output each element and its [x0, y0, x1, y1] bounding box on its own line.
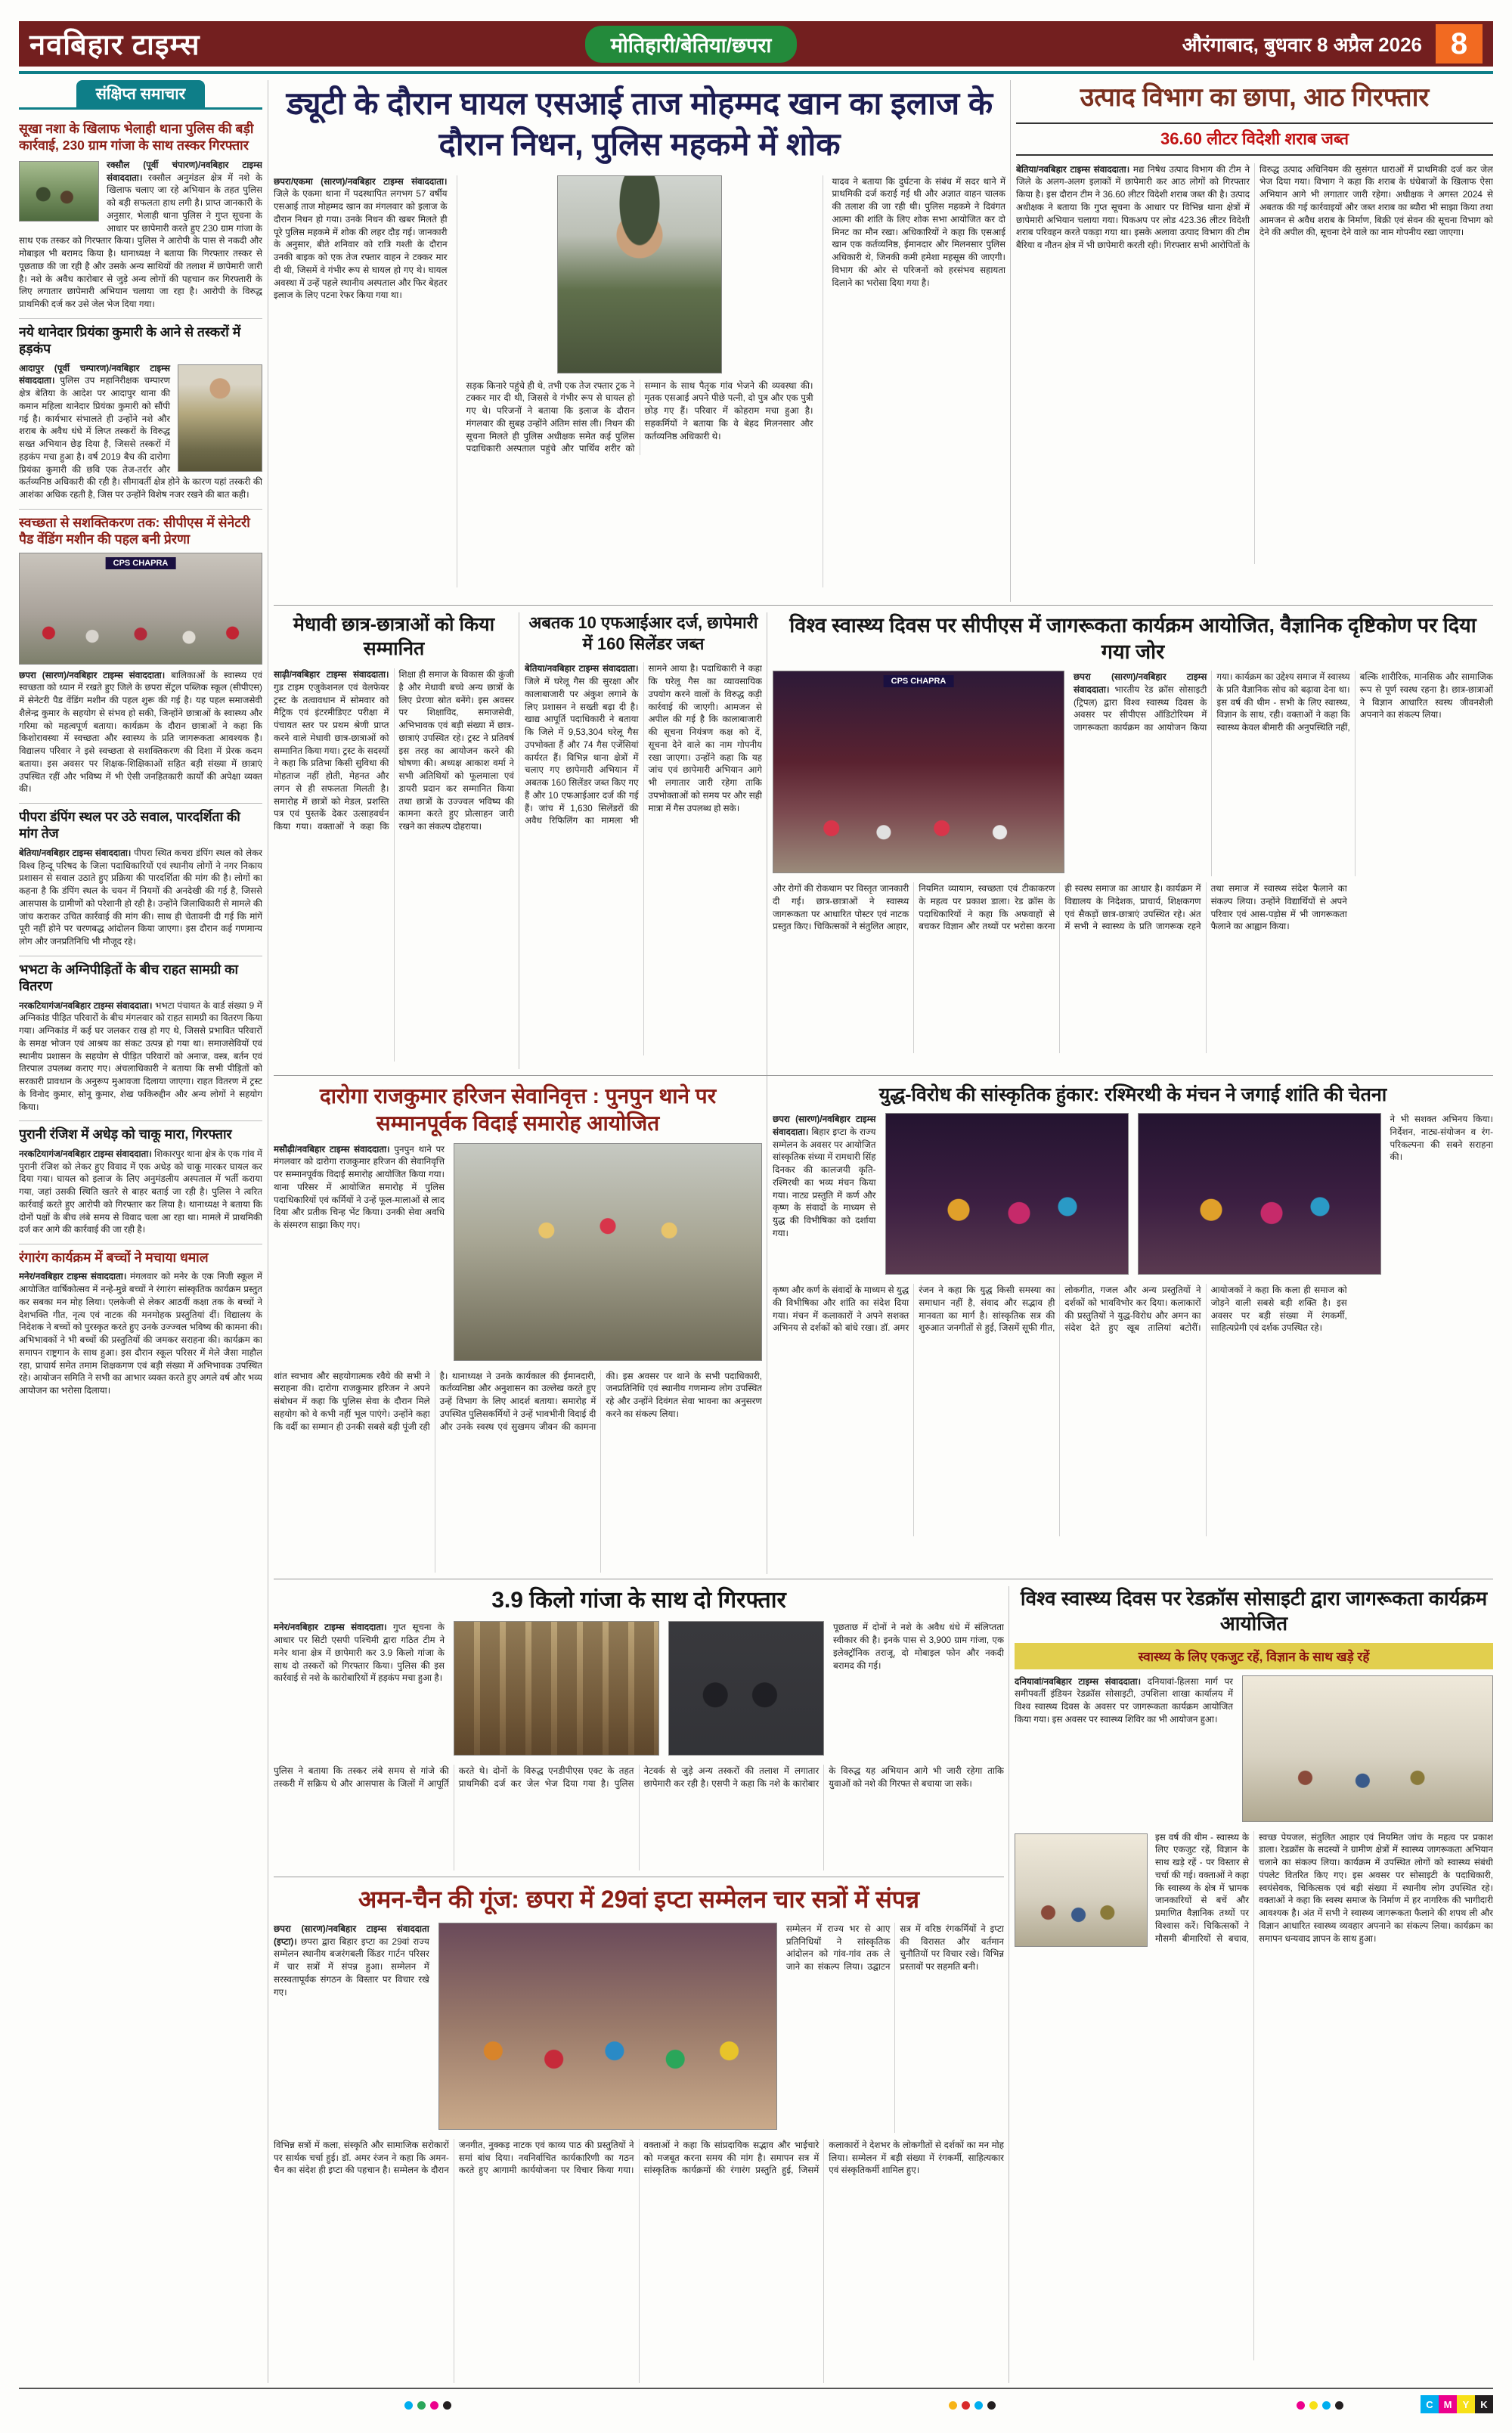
article-headline: सूखा नशा के खिलाफ भेलाही थाना पुलिस की बड़ी कार्रवाई, 230 ग्राम गांजा के साथ तस्कर गिरफ्तार — [19, 121, 254, 153]
photo-cps-school-group — [19, 553, 262, 665]
ipta-body-right: सम्मेलन में राज्य भर से आए प्रतिनिधियों ने सांस्कृतिक आंदोलन को गांव-गांव तक ले जाने का संकल्प लिया। उद्घाटन सत्र में वरिष्ठ रंगकर्मियों ने इप्टा की विरासत और वर्तमान चुनौतियों पर विचार रखे। विभिन्न प्रस्तावों पर सहमति बनी। — [785, 1923, 1004, 1973]
cmyk-c: C — [1421, 2395, 1439, 2413]
cps-health-story — [773, 612, 1493, 1069]
article-headline: रंगारंग कार्यक्रम में बच्चों ने मचाया धमाल — [19, 1250, 209, 1266]
excise-subhead: 36.60 लीटर विदेशी शराब जब्त — [1160, 129, 1349, 148]
photo-redcross-program — [1242, 1675, 1493, 1822]
article-body: छपरा (सारण)/नवबिहार टाइम्स संवाददाता। बालिकाओं के स्वास्थ्य एवं स्वच्छता को ध्यान में रखते हुए जिले के छपरा सेंट्रल पब्लिक स्कूल (सीपीएस) में सेनेटरी पैड वेंडिंग मशीन की पहल शुरू की गई है। यह पहल समाजसेवी शैलेन्द्र कुमार के सहयोग से संभव हो सकी, जिन्होंने छात्राओं के स्वास्थ्य और गरिमा को महत्वपूर्ण बताया। कार्यक्रम के दौरान छात्राओं ने कहा कि किशोरावस्था में स्वच्छता और स्वास्थ्य के प्रति जागरूकता आवश्यक है। विद्यालय परिवार ने इसे स्वच्छता से सशक्तिकरण की दिशा में प्रेरक कदम बताया। इस अवसर पर शिक्षक-शिक्षिकाओं सहित बड़ी संख्या में छात्राएं उपस्थित रहीं और भविष्य में भी ऐसी जनहितकारी कार्यों की अपेक्षा व्यक्त की। — [19, 669, 262, 795]
photo-seized-phones-scale — [668, 1621, 824, 1756]
merit-body: साढ़ी/नवबिहार टाइम्स संवाददाता। गुड टाइम एजुकेशनल एवं वेलफेयर ट्रस्ट के तत्वावधान में सोमवार को मैट्रिक एवं इंटरमीडिएट परीक्षा में पंचायत स्तर पर प्रथम श्रेणी प्राप्त करने वाले मेधावी छात्र-छात्राओं को सम्मानित किया गया। ट्रस्ट के सदस्यों ने कहा कि प्रतिभा किसी सुविधा की मोहताज नहीं होती, मेहनत और लगन से ही सफलता मिलती है। समारोह में छात्रों को मेडल, प्रशस्ति पत्र एवं पुस्तकें देकर उत्साहवर्धन किया गया। वक्ताओं ने कहा कि शिक्षा ही समाज के विकास की कुंजी है और मेधावी बच्चे अन्य छात्रों के लिए प्रेरणा स्रोत बनेंगे। इस अवसर पर शिक्षाविद, समाजसेवी, अभिभावक एवं बड़ी संख्या में छात्र-छात्राएं उपस्थित रहे। ट्रस्ट ने प्रतिवर्ष इस तरह का आयोजन करने की घोषणा की। अध्यक्ष आकाश वर्मा ने सभी अतिथियों को फूलमाला एवं डायरी प्रदान कर सम्मानित किया तथा छात्रों के उज्ज्वल भविष्य की कामना करते हुए प्रोत्साहन जारी रखने का संकल्प दोहराया। — [274, 669, 514, 832]
merit-story — [274, 612, 514, 1069]
masthead — [19, 21, 1493, 67]
brief-article-5 — [19, 956, 262, 1122]
article-body: मनेर/नवबिहार टाइम्स संवाददाता। मंगलवार को मनेर के एक निजी स्कूल में आयोजित वार्षिकोत्सव में नन्हे-मुन्ने बच्चों ने रंगारंग सांस्कृतिक कार्यक्रम प्रस्तुत कर सबका मन मोह लिया। एलकेजी से लेकर आठवीं कक्षा तक के बच्चों ने देशभक्ति गीत, नृत्य एवं नाटक की मनमोहक प्रस्तुतियां दीं। विद्यालय के निदेशक ने बच्चों को पुरस्कृत करते हुए उनके उज्ज्वल भविष्य की कामना की। अभिभावकों ने भी बच्चों की प्रस्तुतियों की जमकर सराहना की। कार्यक्रम का समापन राष्ट्रगान के साथ हुआ। इस दौरान स्कूल परिसर में मेले जैसा माहौल रहा, प्राचार्य समेत तमाम शिक्षकगण एवं बड़ी संख्या में अभिभावक उपस्थित रहे। आयोजन समिति ने सभी का आभार व्यक्त करते हुए अगले वर्ष और भव्य आयोजन का भरोसा दिलाया। — [19, 1271, 262, 1396]
brief-article-2 — [19, 319, 262, 510]
excise-body: बेतिया/नवबिहार टाइम्स संवाददाता। मद्य निषेध उत्पाद विभाग की टीम ने जिले के अलग-अलग इलाकों में छापेमारी कर आठ लोगों को गिरफ्तार किया है। इस दौरान टीम ने 36.60 लीटर विदेशी शराब जब्त की है। उत्पाद अधीक्षक ने बताया कि गुप्त सूचना के आधार पर विभिन्न थाना क्षेत्रों में छापेमारी अभियान चलाया गया। पिकअप पर लोड 423.36 लीटर विदेशी शराब परिवहन करते पकड़ा गया था। इसके अलावा उत्पाद विभाग की टीम बैरिया व नौतन क्षेत्र में भी छापेमारी करती रही। गिरफ्तार सभी आरोपितों के विरुद्ध उत्पाद अधिनियम की सुसंगत धाराओं में प्राथमिकी दर्ज कर जेल भेज दिया गया। विभाग ने कहा कि शराब के धंधेबाजों के खिलाफ ऐसा अभियान आगे भी लगातार जारी रहेगा। अधीक्षक ने अगस्त 2024 से अबतक की गई कार्रवाइयों और जब्त शराब का ब्यौरा भी साझा किया तथा आमजन से अवैध शराब के निर्माण, बिक्री एवं सेवन की सूचना विभाग को देने की अपील की, सूचना देने वाले का नाम गोपनीय रखा जाएगा। — [1016, 163, 1493, 251]
registration-dots-left — [404, 2401, 451, 2410]
redcross-story — [1015, 1586, 1493, 2383]
page-footer — [19, 2388, 1493, 2427]
article-headline: पुरानी रंजिश में अधेड़ को चाकू मारा, गिरफ्तार — [19, 1127, 232, 1142]
cps-health-body-bottom: और रोगों की रोकथाम पर विस्तृत जानकारी दी गई। छात्र-छात्राओं ने स्वास्थ्य जागरूकता पर आधारित पोस्टर एवं नाटक प्रस्तुत किए। चिकित्सकों ने संतुलित आहार, नियमित व्यायाम, स्वच्छता एवं टीकाकरण के महत्व पर प्रकाश डाला। रेड क्रॉस के पदाधिकारियों ने कहा कि अफवाहों से बचकर विज्ञान और तथ्यों पर भरोसा करना ही स्वस्थ समाज का आधार है। कार्यक्रम में विद्यालय के निदेशक, प्राचार्य, शिक्षकगण एवं सैकड़ों छात्र-छात्राएं उपस्थित रहे। अंत में सभी ने स्वास्थ्य के प्रति जागरूक रहने तथा समाज में स्वास्थ्य संदेश फैलाने का संकल्प लिया। उन्होंने विद्यार्थियों से अपने परिवार एवं आस-पड़ोस में भी जागरूकता फैलाने का आह्वान किया। — [773, 883, 1347, 932]
redcross-body-rest: इस वर्ष की थीम - स्वास्थ्य के लिए एकजुट रहें, विज्ञान के साथ खड़े रहें - पर विस्तार से चर्चा की गई। वक्ताओं ने कहा कि स्वास्थ्य के क्षेत्र में भ्रामक जानकारियों से बचें और प्रमाणित वैज्ञानिक तथ्यों पर विश्वास करें। चिकित्सकों ने मौसमी बीमारियों से बचाव, स्वच्छ पेयजल, संतुलित आहार एवं नियमित जांच के महत्व पर प्रकाश डाला। रेडक्रॉस के सदस्यों ने ग्रामीण क्षेत्रों में स्वास्थ्य जागरूकता अभियान चलाने का संकल्प लिया। कार्यक्रम में उपस्थित लोगों को स्वास्थ्य संबंधी पंपलेट वितरित किए गए। इस अवसर पर सोसाइटी के पदाधिकारी, स्वयंसेवक, चिकित्सक एवं बड़ी संख्या में स्थानीय लोग उपस्थित रहे। वक्ताओं ने कहा कि स्वस्थ समाज के निर्माण में हर नागरिक की भागीदारी आवश्यक है। अंत में सभी ने स्वास्थ्य जागरूकता फैलाने की शपथ ली और विज्ञान आधारित स्वास्थ्य व्यवहार अपनाने का संकल्प लिया। कार्यक्रम का समापन धन्यवाद ज्ञापन के साथ हुआ। — [1015, 1831, 1493, 2360]
fir-story — [525, 612, 762, 1069]
excise-headline: उत्पाद विभाग का छापा, आठ गिरफ्तार — [1080, 83, 1430, 112]
cps-health-headline: विश्व स्वास्थ्य दिवस पर सीपीएस में जागरूकता कार्यक्रम आयोजित, वैज्ञानिक दृष्टिकोण पर दिया गया जोर — [789, 614, 1476, 663]
fir-body: बेतिया/नवबिहार टाइम्स संवाददाता। जिले में घरेलू गैस की सुरक्षा और कालाबाजारी पर अंकुश लगाने के लिए प्रशासन ने सख्ती बढ़ा दी है। खाद्य आपूर्ति पदाधिकारी ने बताया कि जिले में 9,53,304 घरेलू गैस उपभोक्ता हैं और 74 गैस एजेंसियां कार्यरत हैं। विभिन्न थाना क्षेत्रों में चलाए गए छापेमारी अभियान में अबतक 160 सिलेंडर जब्त किए गए हैं और 10 एफआईआर दर्ज की गई हैं। जांच में 1,630 सिलेंडरों की अवैध रिफिलिंग का मामला भी सामने आया है। पदाधिकारी ने कहा कि घरेलू गैस का व्यावसायिक उपयोग करने वालों के विरुद्ध कड़ी कार्रवाई की जाएगी। आमजन से अपील की गई है कि कालाबाजारी की सूचना नियंत्रण कक्ष को दें, सूचना देने वाले का नाम गोपनीय रखा जाएगा। उन्होंने कहा कि यह जांच एवं छापेमारी अभियान आगे भी लगातार जारी रहेगा ताकि उपभोक्ताओं को समय पर और सही मात्रा में गैस उपलब्ध हो सके। — [525, 663, 762, 826]
article-headline: भभटा के अग्निपीड़ितों के बीच राहत सामग्री का वितरण — [19, 961, 239, 994]
photo-si-taj-mohammad-khan — [557, 175, 722, 373]
lead-body-col-2: सड़क किनारे पहुंचे ही थे, तभी एक तेज रफ्तार ट्रक ने टक्कर मार दी थी, जिससे वे गंभीर रूप से घायल हो गए थे। परिजनों ने बताया कि इलाज के दौरान मंगलवार की सुबह उन्होंने अंतिम सांस ली। निधन की सूचना मिलते ही पुलिस अधीक्षक समेत कई पुलिस पदाधिकारी अस्पताल पहुंचे और पार्थिव शरीर को सम्मान के साथ पैतृक गांव भेजने की व्यवस्था की। मृतक एसआई अपने पीछे पत्नी, दो पुत्र और एक पुत्री छोड़ गए हैं। परिवार में कोहराम मचा हुआ है। सहकर्मियों ने बताया कि वे बेहद मिलनसार और कर्तव्यनिष्ठ अधिकारी थे। — [466, 380, 813, 454]
photo-stage-performance-1 — [885, 1113, 1129, 1275]
lead-body-col-3: यादव ने बताया कि दुर्घटना के संबंध में सदर थाने में प्राथमिकी दर्ज कराई गई थी और अज्ञात वाहन चालक की तलाश की जा रही थी। पुलिस महकमे ने दिवंगत आत्मा की शांति के लिए शोक सभा आयोजित कर दो मिनट का मौन रखा। अधिकारियों ने कहा कि एसआई खान एक कर्तव्यनिष्ठ, ईमानदार और मिलनसार पुलिस अधिकारी थे, जिनकी कमी हमेशा महसूस की जाएगी। विभाग की ओर से परिजनों को हरसंभव सहायता दिलाने का भरोसा दिया गया है। — [823, 175, 1006, 587]
rashmirathi-story — [773, 1083, 1493, 1573]
farewell-story — [274, 1083, 762, 1573]
brief-article-1 — [19, 116, 262, 319]
rashmirathi-body-bottom: कृष्ण और कर्ण के संवादों के माध्यम से युद्ध की विभीषिका और शांति का संदेश दिया गया। मंचन में कलाकारों ने अपने सशक्त अभिनय से दर्शकों को बांधे रखा। डॉ. अमर रंजन ने कहा कि युद्ध किसी समस्या का समाधान नहीं है, संवाद और सद्भाव ही मानवता का मार्ग है। सांस्कृतिक सत्र की शुरुआत जनगीतों से हुई, जिसमें सूफी गीत, लोकगीत, गजल और अन्य प्रस्तुतियों ने दर्शकों को भावविभोर कर दिया। कलाकारों की प्रस्तुतियों ने युद्ध-विरोध और अमन का संदेश देते हुए खूब तालियां बटोरीं। आयोजकों ने कहा कि कला ही समाज को जोड़ने वाली सबसे बड़ी शक्ति है। इस अवसर पर बड़ी संख्या में रंगकर्मी, साहित्यप्रेमी एवं दर्शक उपस्थित रहे। — [773, 1285, 1347, 1334]
photo-seized-ganja — [454, 1621, 659, 1756]
article-body: नरकटियागंज/नवबिहार टाइम्स संवाददाता। भभटा पंचायत के वार्ड संख्या 9 में अग्निकांड पीड़ित परिवारों के बीच मंगलवार को राहत सामग्री का वितरण किया गया। अग्निकांड में कई घर जलकर राख हो गए थे, जिससे प्रभावित परिवारों के समक्ष भोजन एवं आश्रय का संकट उत्पन्न हो गया था। समाजसेवियों एवं स्थानीय प्रशासन के सहयोग से पीड़ित परिवारों को अनाज, वस्त्र, बर्तन एवं तिरपाल उपलब्ध कराए गए। अंचलाधिकारी ने बताया कि सभी पीड़ितों को सरकारी प्रावधान के अनुरूप मुआवजा दिलाया जाएगा। राहत वितरण में ट्रस्ट के विनोद कुमार, सोनू कुमार, शेख फकिरुद्दीन और अन्य लोगों ने सहयोग किया। — [19, 1000, 262, 1112]
photo-cps-auditorium-stage — [773, 671, 1064, 873]
photo-banner-text: CPS CHAPRA — [884, 675, 954, 687]
article-headline: पीपरा डंपिंग स्थल पर उठे सवाल, पारदर्शिता की मांग तेज — [19, 809, 240, 841]
merit-headline: मेधावी छात्र-छात्राओं को किया सम्मानित — [293, 614, 495, 659]
farewell-body-side: मसौढ़ी/नवबिहार टाइम्स संवाददाता। पुनपुन थाने पर मंगलवार को दारोगा राजकुमार हरिजन की सेवानिवृत्ति पर सम्मानपूर्वक विदाई समारोह आयोजित किया गया। थाना परिसर में आयोजित समारोह में पुलिस पदाधिकारियों एवं कर्मियों ने उन्हें फूल-मालाओं से लाद दिया और प्रतीक चिन्ह भेंट किया। उनकी सेवा अवधि के संस्मरण साझा किए गए। — [274, 1143, 445, 1231]
fir-headline: अबतक 10 एफआईआर दर्ज, छापेमारी में 160 सिलेंडर जब्त — [528, 613, 758, 654]
ganja-body-right: पूछताछ में दोनों ने नशे के अवैध धंधे में संलिप्तता स्वीकार की है। इनके पास से 3,900 ग्राम गांजा, एक इलेक्ट्रॉनिक तराजू, दो मोबाइल फोन और नकदी बरामद की गई। — [833, 1622, 1004, 1671]
ipta-body-left: छपरा (सारण)/नवबिहार टाइम्स संवाददाता (इप्टा)। छपरा द्वारा बिहार इप्टा का 29वां राज्य सम्मेलन स्थानीय बजरंगबली किंडर गार्टन परिसर में चार सत्रों में संपन्न हुआ। सम्मेलन में सरस्वतापूर्वक संगठन के विस्तार पर विचार रखे गए। — [274, 1923, 429, 1998]
ganja-headline: 3.9 किलो गांजा के साथ दो गिरफ्तार — [491, 1588, 786, 1613]
photo-banner-text: CPS CHAPRA — [106, 557, 176, 569]
cmyk-m: M — [1439, 2395, 1457, 2413]
brief-news-title: संक्षिप्त समाचार — [76, 80, 206, 107]
rashmirathi-headline: युद्ध-विरोध की सांस्कृतिक हुंकार: रश्मिरथी के मंचन ने जगाई शांति की चेतना — [878, 1084, 1387, 1105]
photo-ipta-convention — [438, 1923, 777, 2130]
date-line: औरंगाबाद, बुधवार 8 अप्रैल 2026 — [1182, 33, 1422, 56]
excise-story — [1016, 80, 1493, 602]
cmyk-print-marks — [1421, 2395, 1493, 2413]
masthead-rule — [19, 71, 1493, 74]
photo-stage-performance-2 — [1138, 1113, 1381, 1275]
ipta-story — [274, 1884, 1004, 2383]
brief-article-6 — [19, 1121, 262, 1244]
redcross-body-top: दनियावां/नवबिहार टाइम्स संवाददाता। दनियावां-हिलसा मार्ग पर समीपवर्ती इंडियन रेडक्रॉस सोसाइटी, उपशिला शाखा कार्यालय में विश्व स्वास्थ्य दिवस के अवसर पर जागरूकता कार्यक्रम आयोजित किया गया। इस अवसर पर स्वास्थ्य शिविर का भी आयोजन हुआ। — [1015, 1675, 1233, 1725]
rashmirathi-body-intro: छपरा (सारण)/नवबिहार टाइम्स संवाददाता। बिहार इप्टा के राज्य सम्मेलन के अवसर पर आयोजित सांस्कृतिक संध्या में रामधारी सिंह दिनकर की कालजयी कृति-रश्मिरथी का भव्य मंचन किया गया। नाट्य प्रस्तुति में कर्ण और कृष्ण के संवादों के माध्यम से युद्ध की विभीषिका को दर्शाया गया। — [773, 1114, 876, 1238]
article-body: आदापुर (पूर्वी चम्पारण)/नवबिहार टाइम्स संवाददाता। पुलिस उप महानिरीक्षक चम्पारण क्षेत्र बेतिया के आदेश पर आदापुर थाना की कमान महिला थानेदार प्रियंका कुमारी को सौंपी गई है। कार्यभार संभालते ही उन्होंने नशे और शराब के अवैध धंधे में लिप्त तस्करों के विरुद्ध सख्त अभियान छेड़ दिया है, जिससे तस्करों में हड़कंप मचा हुआ है। वर्ष 2019 बैच की दारोगा प्रियंका कुमारी की छवि एक तेज-तर्रार और कर्तव्यनिष्ठ अधिकारी की रही है। सीमावर्ती क्षेत्र होने के कारण यहां तस्करी की आशंका अधिक रहती है, जिस पर उन्होंने विशेष नजर रखने की बात कही। — [19, 362, 262, 501]
farewell-headline: दारोगा राजकुमार हरिजन सेवानिवृत्त : पुनपुन थाने पर सम्मानपूर्वक विदाई समारोह आयोजित — [319, 1084, 717, 1135]
paper-name: नवबिहार टाइम्स — [29, 29, 200, 61]
edition-badge: मोतिहारी/बेतिया/छपरा — [585, 26, 798, 63]
lead-body-col-1: छपरा/एकमा (सारण)/नवबिहार टाइम्स संवाददाता। जिले के एकमा थाना में पदस्थापित लगभग 57 वर्षीय एसआई ताज मोहम्मद खान का मंगलवार को इलाज के दौरान निधन हो गया। उनके निधन की खबर मिलते ही पूरे पुलिस महकमे में शोक की लहर दौड़ गई। जानकारी के अनुसार, बीते शनिवार को रात्रि गश्ती के दौरान उनकी बाइक को एक तेज रफ्तार वाहन ने टक्कर मार दी थी, जिसमें वे गंभीर रूप से घायल हो गए थे। घायल अवस्था में उन्हें पहले स्थानीय अस्पताल और फिर बेहतर इलाज के लिए पटना रेफर किया गया था। — [274, 175, 448, 301]
article-body: रक्सौल (पूर्वी चंपारण)/नवबिहार टाइम्स संवाददाता। रक्सौल अनुमंडल क्षेत्र में नशे के खिलाफ चलाए जा रहे अभियान के तहत पुलिस को बड़ी सफलता हाथ लगी है। प्राप्त जानकारी के अनुसार, भेलाही थाना पुलिस ने गुप्त सूचना के आधार पर छापेमारी करते हुए 230 ग्राम गांजा के साथ एक तस्कर को गिरफ्तार किया। पुलिस ने आरोपी के पास से नकदी और मोबाइल भी बरामद किया है। थानाध्यक्ष ने बताया कि गिरफ्तार तस्कर से पूछताछ की जा रही है और उसके अन्य साथियों की तलाश में छापेमारी जारी है। नशे के अवैध कारोबार से जुड़े अन्य लोगों की पहचान कर गिरफ्तारी के लिए लगातार छापेमारी अभियान चलाया जा रहा है। आरोपी के विरुद्ध प्राथमिकी दर्ज कर उसे जेल भेज दिया गया। — [19, 159, 262, 310]
rashmirathi-body-right: ने भी सशक्त अभिनय किया। निर्देशन, नाट्य-संयोजन व रंग-परिकल्पना की सबने सराहना की। — [1390, 1114, 1493, 1163]
registration-dots-center — [949, 2401, 996, 2410]
ganja-story — [274, 1586, 1004, 1870]
article-body: नरकटियागंज/नवबिहार टाइम्स संवाददाता। शिकारपुर थाना क्षेत्र के एक गांव में पुरानी रंजिश को लेकर हुए विवाद में एक अधेड़ को चाकू मारकर घायल कर दिया गया। घायल को इलाज के लिए अनुमंडलीय अस्पताल में भर्ती कराया गया, जहां उसकी स्थिति खतरे से बाहर बताई जा रही है। पुलिस ने त्वरित कार्रवाई करते हुए आरोपी को गिरफ्तार कर लिया है। थानाध्यक्ष ने बताया कि दोनों पक्षों के बीच लंबे समय से विवाद चला आ रहा था। मामले में प्राथमिकी दर्ज कर आगे की कार्रवाई की जा रही है। — [19, 1148, 262, 1235]
farewell-body-bottom: शांत स्वभाव और सहयोगात्मक रवैये की सभी ने सराहना की। दारोगा राजकुमार हरिजन ने अपने संबोधन में कहा कि पुलिस सेवा के दौरान मिले सहयोग को वे कभी नहीं भूल पाएंगे। उन्होंने कहा कि वर्दी का सम्मान ही उनकी सबसे बड़ी पूंजी रही है। थानाध्यक्ष ने उनके कार्यकाल की ईमानदारी, कर्तव्यनिष्ठा और अनुशासन का उल्लेख करते हुए उन्हें विभाग के लिए आदर्श बताया। समारोह में उपस्थित पुलिसकर्मियों ने उन्हें भावभीनी विदाई दी और उनके स्वस्थ एवं सुखमय जीवन की कामना की। इस अवसर पर थाने के सभी पदाधिकारी, जनप्रतिनिधि एवं स्थानीय गणमान्य लोग उपस्थित रहे और उन्होंने दिवंगत सेवा भावना का अनुसरण करने का संकल्प लिया। — [274, 1370, 762, 1432]
brief-news-header — [19, 80, 262, 110]
lead-story — [274, 80, 1005, 602]
ipta-body-bottom: विभिन्न सत्रों में कला, संस्कृति और सामाजिक सरोकारों पर सार्थक चर्चा हुई। डॉ. अमर रंजन ने कहा कि अमन-चैन का संदेश ही इप्टा की पहचान है। सम्मेलन के दौरान जनगीत, नुक्कड़ नाटक एवं काव्य पाठ की प्रस्तुतियों ने समां बांध दिया। नवनिर्वाचित कार्यकारिणी का गठन करते हुए आगामी कार्ययोजना पर विचार किया गया। वक्ताओं ने कहा कि सांप्रदायिक सद्भाव और भाईचारे को मजबूत करना समय की मांग है। समापन सत्र में सांस्कृतिक कार्यक्रमों की रंगारंग प्रस्तुति हुई, जिसमें कलाकारों ने देशभर के लोकगीतों से दर्शकों का मन मोह लिया। सम्मेलन में बड़ी संख्या में रंगकर्मी, साहित्यकार एवं संस्कृतिकर्मी शामिल हुए। — [274, 2139, 1004, 2176]
photo-ganja-seizure — [19, 161, 99, 222]
section-rule — [274, 1075, 1493, 1076]
cps-health-body-top: छपरा (सारण)/नवबिहार टाइम्स संवाददाता। भारतीय रेड क्रॉस सोसाइटी (ट्रिपल) द्वारा विश्व स्वास्थ्य दिवस के अवसर पर सीपीएस ऑडिटोरियम में जागरूकता कार्यक्रम का आयोजन किया गया। कार्यक्रम का उद्देश्य समाज में स्वास्थ्य के प्रति वैज्ञानिक सोच को बढ़ावा देना था। इस वर्ष की थीम - सभी के लिए स्वास्थ्य, विज्ञान के साथ, रही। वक्ताओं ने कहा कि स्वास्थ्य केवल बीमारी की अनुपस्थिति नहीं, बल्कि शारीरिक, मानसिक और सामाजिक रूप से पूर्ण स्वस्थ रहना है। छात्र-छात्राओं ने विज्ञान आधारित स्वस्थ जीवनशैली अपनाने का संकल्प लिया। — [1074, 671, 1493, 733]
cmyk-y: Y — [1457, 2395, 1475, 2413]
cmyk-k: K — [1475, 2395, 1493, 2413]
ganja-body-bottom: पुलिस ने बताया कि तस्कर लंबे समय से गांजे की तस्करी में सक्रिय थे और आसपास के जिलों में आपूर्ति करते थे। दोनों के विरुद्ध एनडीपीएस एक्ट के तहत प्राथमिकी दर्ज कर जेल भेज दिया गया है। पुलिस नेटवर्क से जुड़े अन्य तस्करों की तलाश में लगातार छापेमारी कर रही है। एसपी ने कहा कि नशे के कारोबार के विरुद्ध यह अभियान आगे भी जारी रहेगा ताकि युवाओं को नशे की गिरफ्त से बचाया जा सके। — [274, 1765, 1004, 1790]
section-rule — [274, 605, 1493, 606]
brief-article-4 — [19, 804, 262, 956]
page-number: 8 — [1436, 24, 1483, 64]
redcross-subhead: स्वास्थ्य के लिए एकजुट रहें, विज्ञान के साथ खड़े रहें — [1015, 1643, 1493, 1669]
column-rule — [1010, 80, 1011, 602]
photo-redcross-awareness-2 — [1015, 1833, 1148, 1947]
registration-dots-right — [1297, 2401, 1343, 2410]
photo-police-officer-priyanka — [178, 364, 262, 472]
redcross-headline: विश्व स्वास्थ्य दिवस पर रेडक्रॉस सोसाइटी द्वारा जागरूकता कार्यक्रम आयोजित — [1020, 1587, 1488, 1635]
ipta-headline: अमन-चैन की गूंज: छपरा में 29वां इप्टा सम्मेलन चार सत्रों में संपन्न — [358, 1886, 920, 1913]
article-body: बेतिया/नवबिहार टाइम्स संवाददाता। पीपरा स्थित कचरा डंपिंग स्थल को लेकर विश्व हिन्दू परिषद के जिला पदाधिकारियों एवं स्थानीय लोगों ने नगर निकाय प्रशासन से सवाल उठाते हुए प्रक्रिया की पारदर्शिता की मांग की है। लोगों का कहना है कि डंपिंग स्थल के चयन में नियमों की अनदेखी की गई है, जिससे आसपास के ग्रामीणों को परेशानी हो रही है। उन्होंने जिलाधिकारी से मामले की जांच कराकर उचित कार्रवाई की मांग की। साथ ही चेतावनी दी गई कि मांगें पूरी नहीं होने पर चरणबद्ध आंदोलन किया जाएगा। इस दौरान कई गणमान्य लोग और जनप्रतिनिधि भी मौजूद रहे। — [19, 847, 262, 947]
brief-article-3 — [19, 510, 262, 804]
lead-middle — [457, 175, 813, 587]
article-headline: नये थानेदार प्रियंका कुमारी के आने से तस्करों में हड़कंप — [19, 324, 241, 357]
article-headline: स्वच्छता से सशक्तिकरण तक: सीपीएस में सेनेटरी पैड वेंडिंग मशीन की पहल बनी प्रेरणा — [19, 514, 250, 547]
lead-headline: ड्यूटी के दौरान घायल एसआई ताज मोहम्मद खान का इलाज के दौरान निधन, पुलिस महकमे में शोक — [286, 85, 993, 162]
photo-farewell-ceremony — [454, 1143, 762, 1361]
brief-article-7 — [19, 1244, 262, 1405]
brief-news-column — [19, 80, 262, 2383]
ganja-body-left: मनेर/नवबिहार टाइम्स संवाददाता। गुप्त सूचना के आधार पर सिटी एसपी पश्चिमी द्वारा गठित टीम ने मनेर थाना क्षेत्र में छापेमारी कर 3.9 किलो गांजा के साथ दो तस्करों को गिरफ्तार किया। पुलिस की इस कार्रवाई से नशे के कारोबारियों में हड़कंप मचा हुआ है। — [274, 1622, 445, 1684]
